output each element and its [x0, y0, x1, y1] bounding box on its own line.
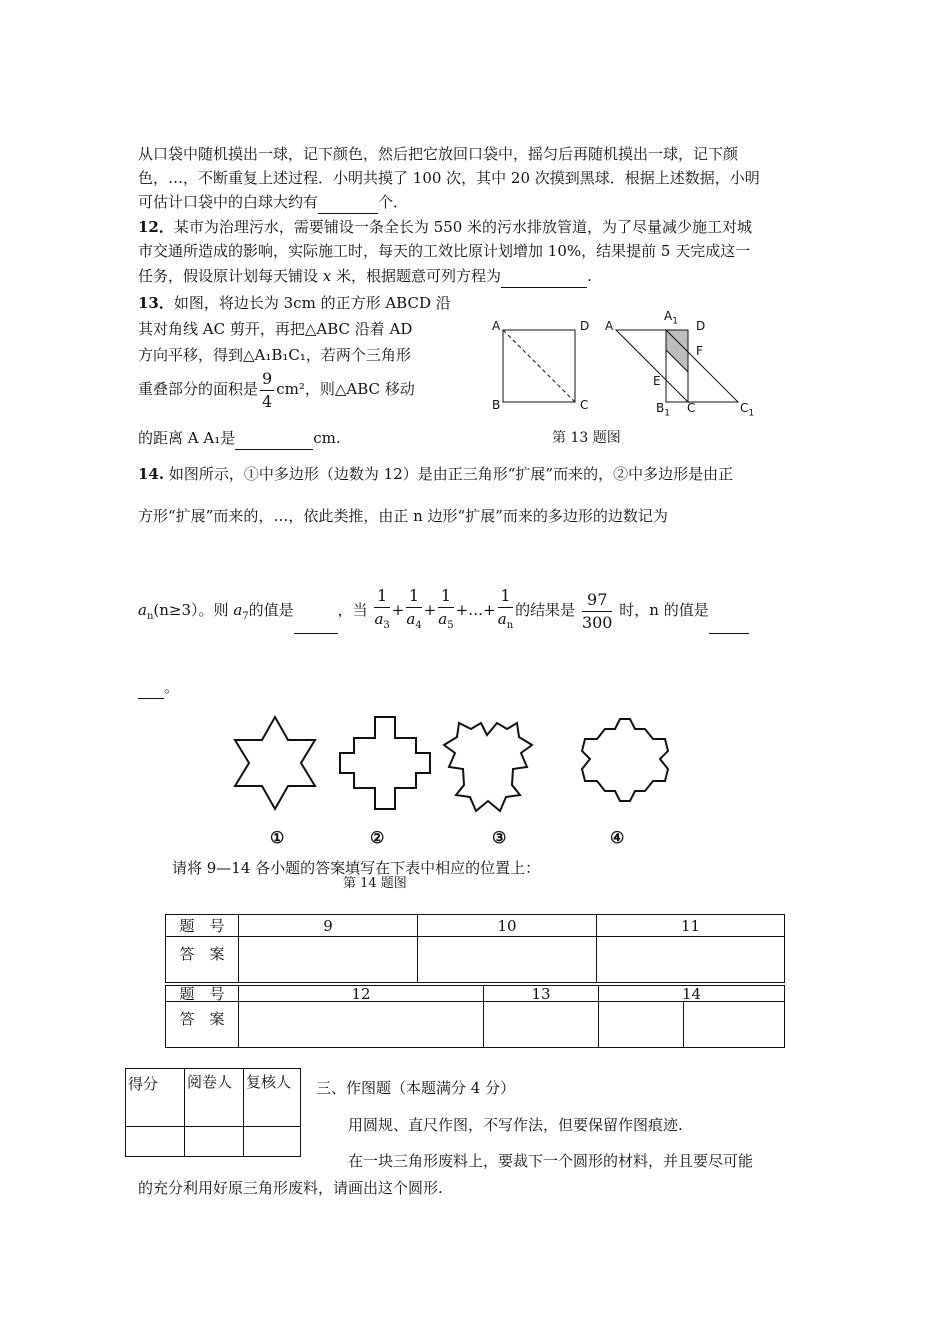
number-cell-10: 10	[418, 915, 597, 937]
answer-cell-14a[interactable]	[599, 1002, 684, 1048]
figure-label-2: ②	[370, 828, 385, 847]
q13-fraction: $\frac{9}{4}$	[262, 368, 273, 411]
overlap-shaded	[666, 330, 688, 372]
q12-number: 12．	[138, 218, 174, 236]
hexagon-expanded-polygon	[582, 719, 668, 801]
answer-table-2	[165, 985, 785, 1048]
answer-cell-13[interactable]	[484, 1002, 599, 1048]
q14-line1: 14. 如图所示，①中多边形（边数为 12）是由正三角形“扩展”而来的，②中多边形是由正	[138, 465, 734, 483]
label-a2: A	[605, 319, 614, 333]
number-cell-9: 9	[239, 915, 418, 937]
q14-line2: 方形“扩展”而来的，…，依此类推，由正 n 边形“扩展”而来的多边形的边数记为	[138, 507, 668, 525]
frac-a4: $\frac{1}{a_4}$	[406, 586, 422, 631]
answer-table-1	[165, 914, 785, 983]
q12-blank[interactable]	[501, 265, 587, 288]
pentagon-expanded-polygon	[444, 723, 532, 811]
q14-blank-n[interactable]	[709, 587, 749, 634]
frac-an: $\frac{1}{a_n}$	[497, 586, 514, 631]
q12-line1: 12．某市为治理污水，需要铺设一条全长为 550 米的污水排放管道，为了尽量减少施工对城	[138, 218, 753, 236]
q11-blank[interactable]	[318, 191, 378, 214]
q14-number: 14.	[138, 465, 165, 483]
figure-label-3: ③	[492, 828, 507, 847]
label-d2: D	[696, 319, 706, 333]
header-label-cell-2: 题 号	[166, 986, 239, 1002]
q13-number: 13．	[138, 294, 174, 312]
label-c2: C	[687, 401, 696, 415]
number-cell-11: 11	[597, 915, 785, 937]
q12-line2: 市交通所造成的影响，实际施工时，每天的工效比原计划增加 10%，结果提前 5 天完成这一	[138, 242, 751, 260]
figure-label-4: ④	[610, 828, 625, 847]
q13-line5: 的距离 A A₁是 cm.	[138, 427, 341, 450]
diagonal-ac	[503, 330, 575, 402]
answer-cell-10[interactable]	[418, 937, 597, 983]
q14-line4: 。	[138, 676, 179, 699]
answer-cell-12[interactable]	[239, 1002, 484, 1048]
label-c: C	[580, 398, 589, 412]
section3-line1: 用圆规、直尺作图，不写作法，但要保留作图痕迹.	[348, 1116, 683, 1134]
q13-blank[interactable]	[235, 427, 313, 450]
q14-blank-a7[interactable]	[294, 587, 338, 634]
q14-line3: $a_n(n\ge 3)$。则 $a_7$的值是 ，当 $\frac{1}{a_3}$ + $\frac{1}{a_4}$ + $\frac{1}{a_5}$ +…+ $\frac{1}{a_n}$ 的结果是 $\frac{97}{300}$ 时，n 的值是	[138, 585, 749, 640]
star-polygon	[235, 717, 315, 809]
answer-cell-11[interactable]	[597, 937, 785, 983]
label-d: D	[580, 319, 590, 333]
section3-title: 三、作图题（本题满分 4 分）	[316, 1079, 516, 1097]
q14-caption: 第 14 题图	[343, 876, 407, 891]
square-expanded-polygon	[340, 717, 430, 809]
answer-label-cell: 答 案	[166, 937, 239, 983]
label-c1: $C_1$	[740, 401, 755, 419]
q14-blank-n-cont[interactable]	[138, 676, 164, 699]
frac-result: $\frac{97}{300}$	[581, 589, 613, 632]
label-a: A	[492, 319, 501, 333]
label-b1: $B_1$	[656, 401, 670, 419]
q13-line2: 其对角线 AC 剪开，再把△ABC 沿着 AD	[138, 320, 413, 338]
q12-line3: 任务，假设原计划每天铺设 x 米，根据题意可列方程为 .	[138, 265, 592, 288]
q11-line2: 色，…，不断重复上述过程．小明共摸了 100 次，其中 20 次摸到黑球．根据上述数据，小明	[138, 169, 760, 187]
label-e: E	[653, 374, 661, 388]
number-cell-14: 14	[599, 986, 785, 1002]
figure-label-1: ①	[270, 828, 285, 847]
reviewer-label: 复核人	[244, 1069, 301, 1127]
number-cell-13: 13	[484, 986, 599, 1002]
q11-line3: 可估计口袋中的白球大约有 个．	[138, 191, 408, 214]
grader-label: 阅卷人	[185, 1069, 244, 1127]
answer-cell-9[interactable]	[239, 937, 418, 983]
frac-a5: $\frac{1}{a_5}$	[438, 586, 454, 631]
label-f: F	[696, 344, 703, 358]
q13-line1: 13．如图，将边长为 3cm 的正方形 ABCD 沿	[138, 294, 451, 312]
q13-caption: 第 13 题图	[552, 430, 621, 446]
label-a1: $A_1$	[664, 309, 678, 327]
q13-line3: 方向平移，得到△A₁B₁C₁，若两个三角形	[138, 346, 411, 364]
answer-label-cell-2: 答 案	[166, 1002, 239, 1048]
section3-line3: 的充分利用好原三角形废料，请画出这个圆形.	[138, 1179, 443, 1197]
header-label-cell: 题 号	[166, 915, 239, 937]
q13-figure	[488, 310, 768, 420]
q13-line4: 重叠部分的面积是 $\frac{9}{4}$ cm²，则△ABC 移动	[138, 368, 415, 411]
score-box	[125, 1068, 301, 1157]
number-cell-12: 12	[239, 986, 484, 1002]
section3-line2: 在一块三角形废料上，要裁下一个圆形的材料，并且要尽可能	[348, 1152, 754, 1170]
score-label: 得分	[126, 1069, 185, 1127]
label-b: B	[492, 398, 501, 412]
q11-line1: 从口袋中随机摸出一球，记下颜色，然后把它放回口袋中，摇匀后再随机摸出一球，记下颜	[138, 145, 739, 163]
grader-input-cell[interactable]	[185, 1127, 244, 1157]
answer-cell-14b[interactable]	[684, 1002, 785, 1048]
score-input-cell[interactable]	[126, 1127, 185, 1157]
frac-a3: $\frac{1}{a_3}$	[374, 586, 390, 631]
reviewer-input-cell[interactable]	[244, 1127, 301, 1157]
instruction: 请将 9—14 各小题的答案填写在下表中相应的位置上：	[172, 859, 541, 877]
